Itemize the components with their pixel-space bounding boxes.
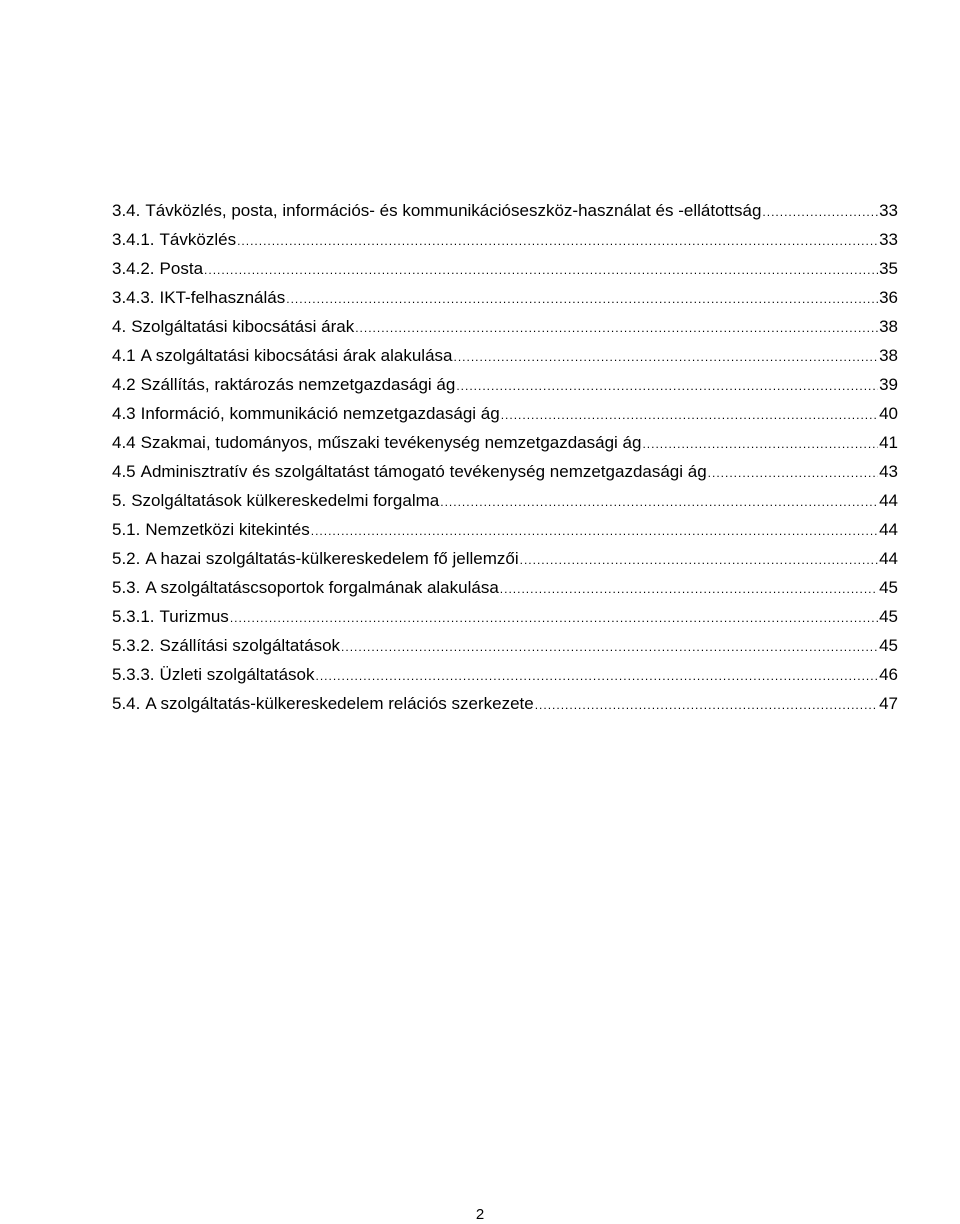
toc-entry-title: Üzleti szolgáltatások (159, 665, 315, 684)
toc-entry-number: 4.5 (112, 462, 136, 481)
toc-entry[interactable] (112, 660, 898, 689)
toc-entry[interactable] (112, 399, 898, 428)
toc-entry-title: IKT-felhasználás (159, 288, 286, 307)
toc-entry-number: 3.4.1. (112, 230, 155, 249)
toc-entry-page: 39 (879, 375, 898, 394)
toc-entry-page: 36 (879, 288, 898, 307)
toc-entry-page: 35 (879, 259, 898, 278)
toc-dot-leader (456, 372, 878, 401)
toc-dot-leader (355, 314, 878, 343)
toc-entry-number: 5.4. (112, 694, 141, 713)
toc-entry-page: 38 (879, 317, 898, 336)
toc-dot-leader (762, 198, 878, 227)
toc-entry[interactable] (112, 689, 898, 718)
toc-entry[interactable] (112, 341, 898, 370)
toc-entry-title: Nemzetközi kitekintés (145, 520, 310, 539)
toc-entry-page: 46 (879, 665, 898, 684)
toc-entry[interactable] (112, 225, 898, 254)
toc-entry-number: 4.1 (112, 346, 136, 365)
toc-entry-title: Szállítási szolgáltatások (159, 636, 341, 655)
toc-entry-title: Távközlés (159, 230, 237, 249)
toc-entry-title: A szolgáltatási kibocsátási árak alakulása (140, 346, 453, 365)
toc-entry-page: 44 (879, 491, 898, 510)
toc-dot-leader (230, 604, 878, 633)
toc-entry-number: 4.3 (112, 404, 136, 423)
toc-entry-number: 5.3.3. (112, 665, 155, 684)
toc-entry-number: 4. (112, 317, 127, 336)
toc-entry[interactable] (112, 428, 898, 457)
toc-entry-number: 4.4 (112, 433, 136, 452)
toc-entry-title: Turizmus (159, 607, 229, 626)
toc-entry[interactable] (112, 370, 898, 399)
toc-entry-title: Szakmai, tudományos, műszaki tevékenység nemzetgazdasági ág (140, 433, 642, 452)
toc-entry-number: 3.4.2. (112, 259, 155, 278)
toc-entry-title: A szolgáltatáscsoportok forgalmának alakulása (145, 578, 499, 597)
toc-entry[interactable] (112, 457, 898, 486)
toc-entry-number: 3.4. (112, 201, 141, 220)
toc-entry-page: 44 (879, 520, 898, 539)
toc-dot-leader (316, 662, 879, 691)
toc-dot-leader (237, 227, 878, 256)
toc-entry[interactable] (112, 486, 898, 515)
toc-entry-title: Távközlés, posta, információs- és kommunikációseszköz-használat és -ellátottság (145, 201, 762, 220)
table-of-contents (112, 196, 898, 718)
toc-entry-number: 5.3.1. (112, 607, 155, 626)
toc-entry-number: 4.2 (112, 375, 136, 394)
toc-entry-title: Posta (159, 259, 204, 278)
toc-entry-number: 5.2. (112, 549, 141, 568)
toc-entry[interactable] (112, 515, 898, 544)
toc-entry-page: 33 (879, 201, 898, 220)
toc-dot-leader (708, 459, 878, 488)
toc-entry-page: 43 (879, 462, 898, 481)
toc-entry-title: Szállítás, raktározás nemzetgazdasági ág (140, 375, 456, 394)
toc-entry-page: 33 (879, 230, 898, 249)
toc-entry[interactable] (112, 631, 898, 660)
toc-entry-number: 5. (112, 491, 127, 510)
toc-dot-leader (520, 546, 878, 575)
toc-entry[interactable] (112, 573, 898, 602)
toc-dot-leader (501, 401, 878, 430)
toc-entry-page: 47 (879, 694, 898, 713)
toc-entry-page: 45 (879, 636, 898, 655)
toc-entry-page: 44 (879, 549, 898, 568)
toc-entry-page: 41 (879, 433, 898, 452)
toc-dot-leader (204, 256, 878, 285)
toc-entry[interactable] (112, 312, 898, 341)
toc-entry-title: Szolgáltatási kibocsátási árak (131, 317, 355, 336)
toc-entry-title: A szolgáltatás-külkereskedelem relációs szerkezete (145, 694, 534, 713)
toc-entry-number: 5.3. (112, 578, 141, 597)
toc-dot-leader (535, 691, 878, 720)
toc-entry-title: Szolgáltatások külkereskedelmi forgalma (131, 491, 440, 510)
toc-entry-number: 5.1. (112, 520, 141, 539)
toc-entry-title: Információ, kommunikáció nemzetgazdasági ág (140, 404, 500, 423)
toc-entry-page: 45 (879, 607, 898, 626)
toc-entry[interactable] (112, 283, 898, 312)
page-number: 2 (475, 1206, 485, 1223)
toc-dot-leader (341, 633, 878, 662)
toc-dot-leader (440, 488, 878, 517)
toc-dot-leader (642, 430, 878, 459)
toc-entry[interactable] (112, 602, 898, 631)
toc-entry-title: Adminisztratív és szolgáltatást támogató tevékenység nemzetgazdasági ág (140, 462, 707, 481)
toc-dot-leader (453, 343, 878, 372)
toc-dot-leader (286, 285, 878, 314)
toc-entry[interactable] (112, 544, 898, 573)
toc-entry-page: 40 (879, 404, 898, 423)
toc-entry-page: 45 (879, 578, 898, 597)
toc-entry-page: 38 (879, 346, 898, 365)
toc-entry[interactable] (112, 254, 898, 283)
toc-dot-leader (500, 575, 878, 604)
toc-entry-number: 5.3.2. (112, 636, 155, 655)
toc-entry-number: 3.4.3. (112, 288, 155, 307)
toc-dot-leader (311, 517, 878, 546)
toc-entry-title: A hazai szolgáltatás-külkereskedelem fő jellemzői (145, 549, 519, 568)
toc-entry[interactable] (112, 196, 898, 225)
